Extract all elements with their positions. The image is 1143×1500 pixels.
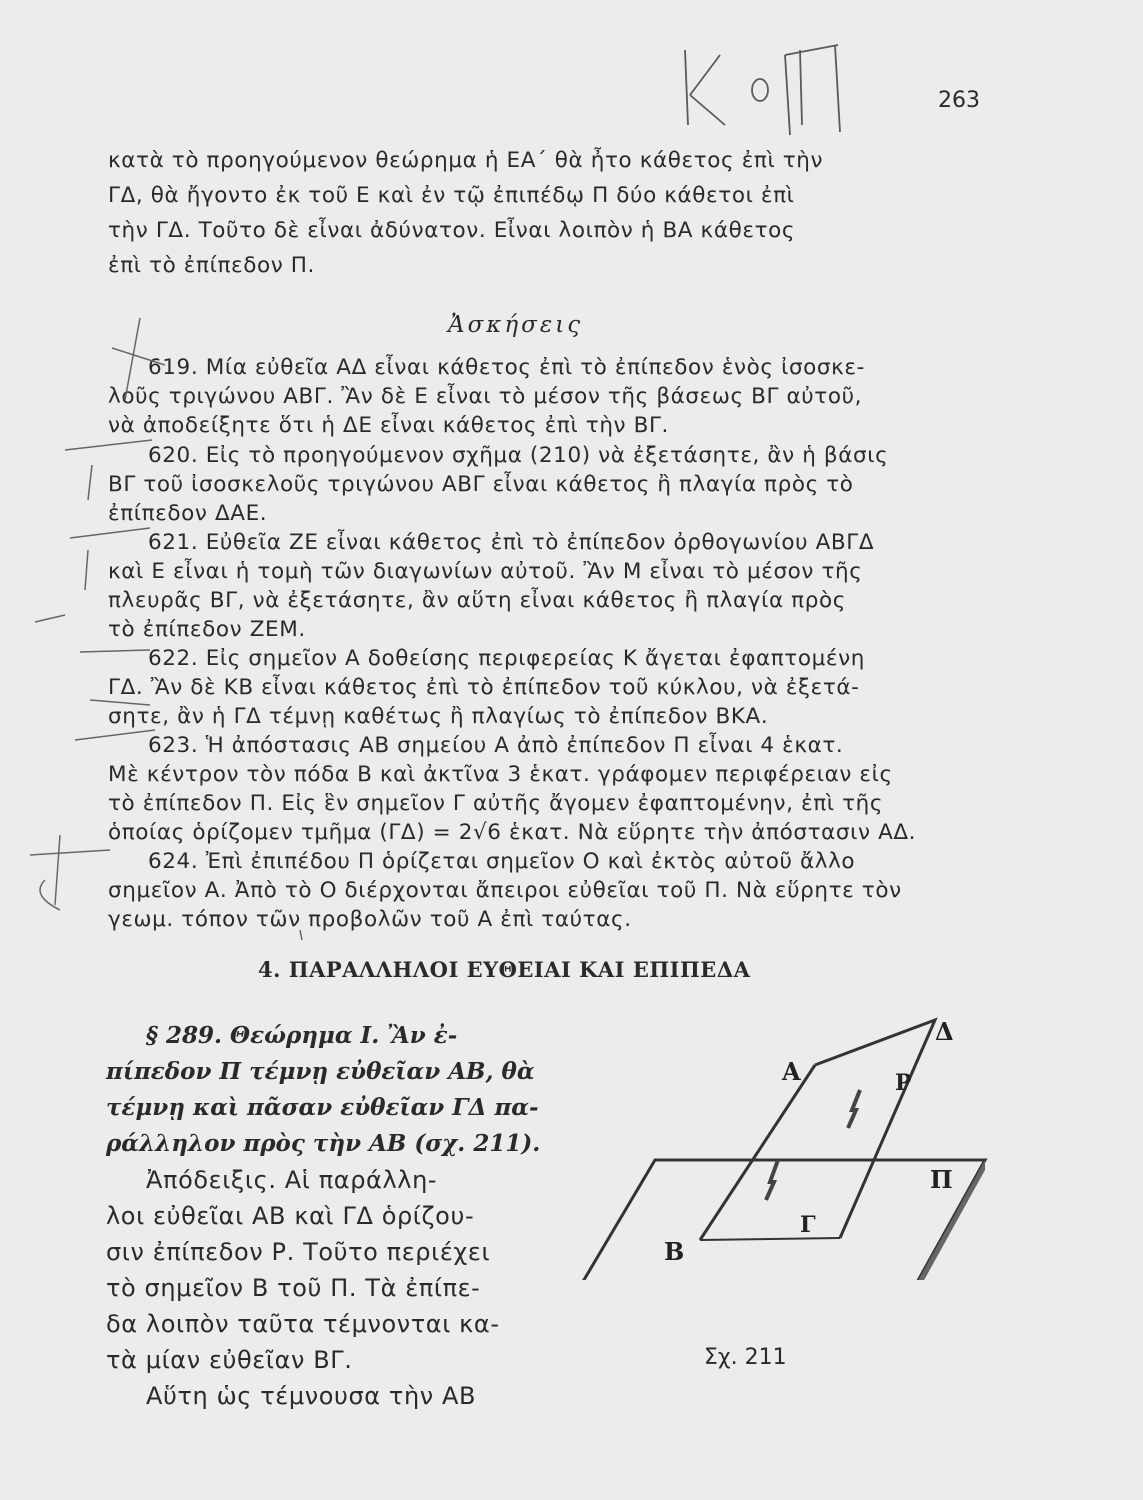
proof-line: Ἀπόδειξις. Αἱ παράλλη- [146, 1166, 438, 1194]
exercise-line: ΓΔ. Ἂν δὲ ΚΒ εἶναι κάθετος ἐπὶ τὸ ἐπίπεδον τοῦ κύκλου, νὰ ἐξετά- [108, 675, 860, 700]
proof-line: σιν ἐπίπεδον Ρ. Τοῦτο περιέχει [106, 1238, 491, 1266]
label-b: Β [664, 1237, 685, 1266]
figure-211 [560, 1010, 1000, 1280]
text-line: ἐπὶ τὸ ἐπίπεδον Π. [108, 253, 315, 278]
exercise-line: γεωμ. τόπον τῶν προβολῶν τοῦ Α ἐπὶ ταύτας. [108, 907, 632, 932]
arrow-mark [848, 1090, 860, 1128]
exercise-line: ΒΓ τοῦ ἰσοσκελοῦς τριγώνου ΑΒΓ εἶναι κάθετος ἢ πλαγία πρὸς τὸ [108, 472, 854, 497]
exercise-line: σημεῖον Α. Ἀπὸ τὸ Ο διέρχονται ἄπειροι εὐθεῖαι τοῦ Π. Νὰ εὕρητε τὸν [108, 878, 902, 903]
proof-line: Αὕτη ὡς τέμνουσα τὴν ΑΒ [146, 1382, 477, 1410]
proof-line: λοι εὐθεῖαι ΑΒ καὶ ΓΔ ὁρίζου- [106, 1202, 475, 1230]
page-number: 263 [938, 88, 980, 113]
line-ab [700, 1065, 815, 1240]
line-bg [700, 1238, 840, 1240]
exercise-line: καὶ Ε εἶναι ἡ τομὴ τῶν διαγωνίων αὐτοῦ. Ἂν Μ εἶναι τὸ μέσον τῆς [108, 559, 863, 584]
plane-rho [815, 1020, 935, 1238]
exercise-line: 623. Ἡ ἀπόστασις ΑΒ σημείου Α ἀπὸ ἐπίπεδον Π εἶναι 4 ἑκατ. [148, 733, 844, 758]
exercise-line: ἐπίπεδον ΔΑΕ. [108, 501, 268, 526]
exercises-heading: Ἀσκήσεις [448, 312, 584, 338]
exercise-line: Μὲ κέντρον τὸν πόδα Β καὶ ἀκτῖνα 3 ἑκατ. γράφομεν περιφέρειαν εἰς [108, 762, 893, 787]
theorem-line: πίπεδον Π τέμνῃ εὐθεῖαν ΑΒ, θὰ [106, 1058, 535, 1085]
exercise-line: νὰ ἀποδείξητε ὅτι ἡ ΔΕ εἶναι κάθετος ἐπὶ τὴν ΒΓ. [108, 413, 669, 438]
exercise-line: πλευρᾶς ΒΓ, νὰ ἐξετάσητε, ἂν αὕτη εἶναι κάθετος ἢ πλαγία πρὸς [108, 588, 846, 613]
exercise-line: 620. Εἰς τὸ προηγούμενον σχῆμα (210) νὰ ἐξετάσητε, ἂν ἡ βάσις [148, 443, 889, 468]
arrow-mark [766, 1160, 778, 1200]
label-d: Δ [935, 1017, 954, 1046]
theorem-line: § 289. Θεώρημα Ι. Ἂν ἐ- [146, 1022, 458, 1049]
label-g: Γ [800, 1212, 816, 1238]
text-line: κατὰ τὸ προηγούμενον θεώρημα ἡ ΕΑ΄ θὰ ἦτο κάθετος ἐπὶ τὴν [108, 148, 824, 173]
exercise-line: 619. Μία εὐθεῖα ΑΔ εἶναι κάθετος ἐπὶ τὸ ἐπίπεδον ἑνὸς ἰσοσκε- [148, 355, 865, 380]
plane-pi [575, 1160, 985, 1280]
exercise-line: λοῦς τριγώνου ΑΒΓ. Ἂν δὲ Ε εἶναι τὸ μέσον τῆς βάσεως ΒΓ αὐτοῦ, [108, 384, 863, 409]
text-line: ΓΔ, θὰ ἤγοντο ἐκ τοῦ Ε καὶ ἐν τῷ ἐπιπέδῳ Π δύο κάθετοι ἐπὶ [108, 183, 795, 208]
text-line: τὴν ΓΔ. Τοῦτο δὲ εἶναι ἀδύνατον. Εἶναι λοιπὸν ἡ ΒΑ κάθετος [108, 218, 796, 243]
section-heading: 4. ΠΑΡΑΛΛΗΛΟΙ ΕΥΘΕΙΑΙ ΚΑΙ ΕΠΙΠΕΔΑ [258, 957, 751, 982]
label-pi: Π [930, 1165, 953, 1194]
theorem-line: ράλληλον πρὸς τὴν ΑΒ (σχ. 211). [106, 1130, 541, 1157]
proof-line: τὸ σημεῖον Β τοῦ Π. Τὰ ἐπίπε- [106, 1274, 481, 1302]
exercise-line: 621. Εὐθεῖα ΖΕ εἶναι κάθετος ἐπὶ τὸ ἐπίπεδον ὀρθογωνίου ΑΒΓΔ [148, 530, 875, 555]
label-a: Α [782, 1057, 801, 1086]
handwritten-initials [685, 45, 840, 135]
exercise-line: τὸ ἐπίπεδον Π. Εἰς ἓν σημεῖον Γ αὐτῆς ἄγομεν ἐφαπτομένην, ἐπὶ τῆς [108, 791, 884, 816]
exercise-line: σητε, ἂν ἡ ΓΔ τέμνῃ καθέτως ἢ πλαγίως τὸ ἐπίπεδον ΒΚΑ. [108, 704, 769, 729]
proof-line: δα λοιπὸν ταῦτα τέμνονται κα- [106, 1310, 500, 1338]
figure-caption: Σχ. 211 [704, 1345, 787, 1370]
exercise-line: 624. Ἐπὶ ἐπιπέδου Π ὁρίζεται σημεῖον Ο καὶ ἐκτὸς αὐτοῦ ἄλλο [148, 849, 856, 874]
exercise-line: ὁποίας ὁρίζομεν τμῆμα (ΓΔ) = 2√6 ἑκατ. Νὰ εὕρητε τὴν ἀπόστασιν ΑΔ. [108, 820, 917, 845]
proof-line: τὰ μίαν εὐθεῖαν ΒΓ. [106, 1346, 353, 1374]
exercise-line: 622. Εἰς σημεῖον Α δοθείσης περιφερείας Κ ἄγεται ἐφαπτομένη [148, 646, 865, 671]
exercise-line: τὸ ἐπίπεδον ΖΕΜ. [108, 617, 306, 642]
theorem-line: τέμνῃ καὶ πᾶσαν εὐθεῖαν ΓΔ πα- [106, 1094, 539, 1121]
label-p: Ρ [895, 1070, 912, 1096]
